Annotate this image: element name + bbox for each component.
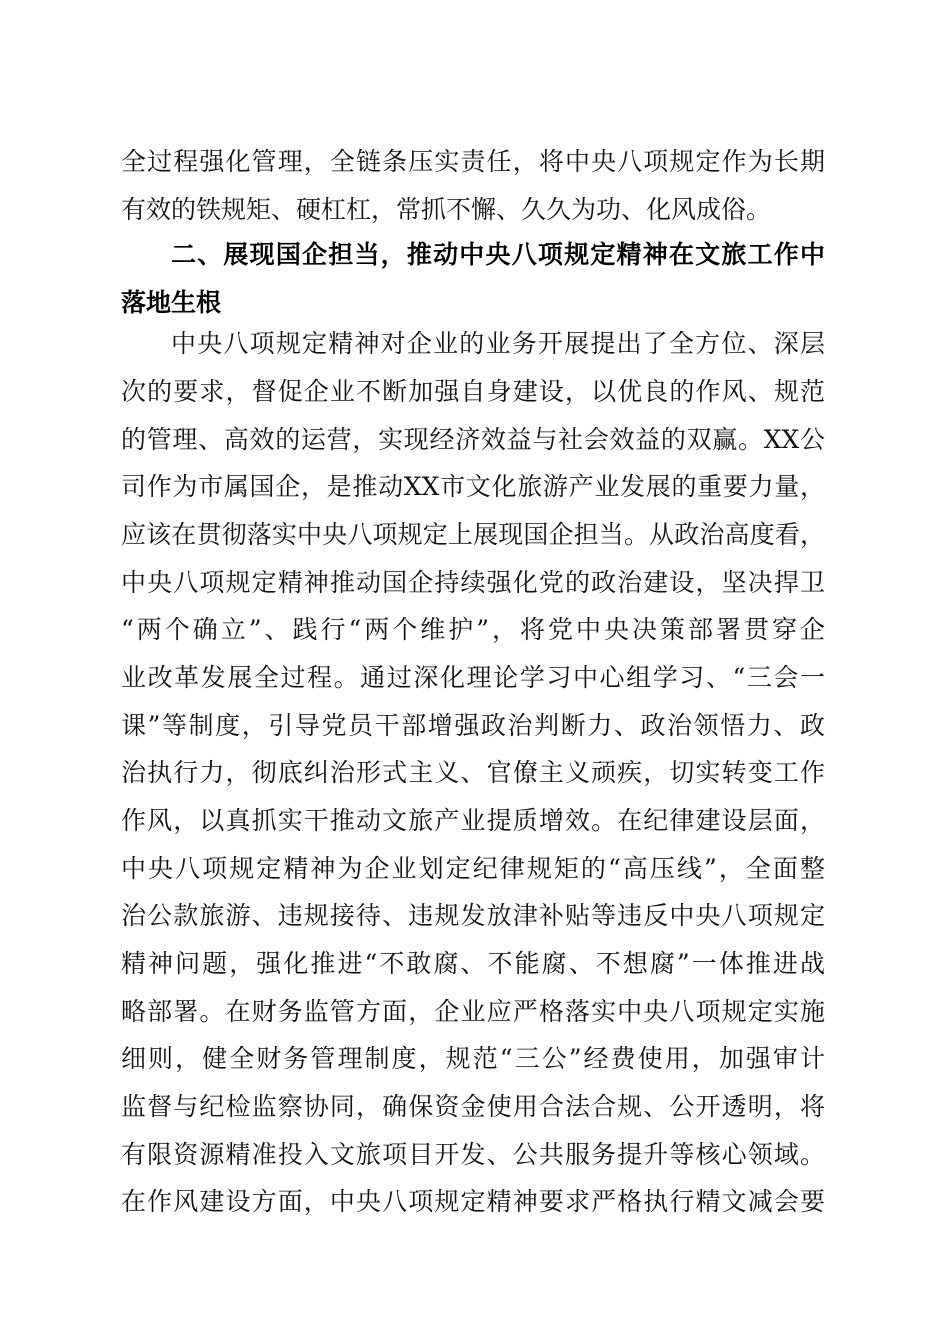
paragraph-2-line: 精神问题，强化推进“不敢腐、不能腐、不想腐”一体推进战 [121,949,825,978]
section-heading-line: 二、展现国企担当，推动中央八项规定精神在文旅工作中 [171,240,825,269]
section-heading-line: 落地生根 [121,288,222,317]
paragraph-2-line: 中央八项规定精神对企业的业务开展提出了全方位、深层 [171,329,825,358]
paragraph-2-line: 有限资源精准投入文旅项目开发、公共服务提升等核心领域。 [121,1140,825,1169]
paragraph-1-line: 全过程强化管理，全链条压实责任，将中央八项规定作为长期 [121,147,825,176]
paragraph-2-line: 略部署。在财务监管方面，企业应严格落实中央八项规定实施 [121,997,825,1026]
paragraph-2-line: 业改革发展全过程。通过深化理论学习中心组学习、“三会一 [121,663,825,692]
paragraph-2-line: 治执行力，彻底纠治形式主义、官僚主义顽疾，切实转变工作 [121,758,825,787]
paragraph-2-line: 治公款旅游、违规接待、违规发放津补贴等违反中央八项规定 [121,901,825,930]
paragraph-2-line: 应该在贯彻落实中央八项规定上展现国企担当。从政治高度看， [121,520,825,549]
paragraph-2-line: 中央八项规定精神为企业划定纪律规矩的“高压线”，全面整 [121,854,825,883]
paragraph-2-line: 中央八项规定精神推动国企持续强化党的政治建设，坚决捍卫 [121,568,825,597]
paragraph-2-line: 作风，以真抓实干推动文旅产业提质增效。在纪律建设层面， [121,806,825,835]
paragraph-2-line: 在作风建设方面，中央八项规定精神要求严格执行精文减会要 [121,1187,825,1216]
paragraph-2-line: 的管理、高效的运营，实现经济效益与社会效益的双赢。XX公 [121,425,825,454]
paragraph-2-line: 次的要求，督促企业不断加强自身建设，以优良的作风、规范 [121,377,825,406]
paragraph-2-line: 细则，健全财务管理制度，规范“三公”经费使用，加强审计 [121,1044,825,1073]
paragraph-2-line: 监督与纪检监察协同，确保资金使用合法合规、公开透明，将 [121,1092,825,1121]
paragraph-2-line: 课”等制度，引导党员干部增强政治判断力、政治领悟力、政 [121,711,825,740]
paragraph-2-line: “两个确立”、践行“两个维护”，将党中央决策部署贯穿企 [121,615,825,644]
paragraph-2-line: 司作为市属国企，是推动XX市文化旅游产业发展的重要力量， [121,472,825,501]
paragraph-1-line: 有效的铁规矩、硬杠杠，常抓不懈、久久为功、化风成俗。 [121,195,772,224]
